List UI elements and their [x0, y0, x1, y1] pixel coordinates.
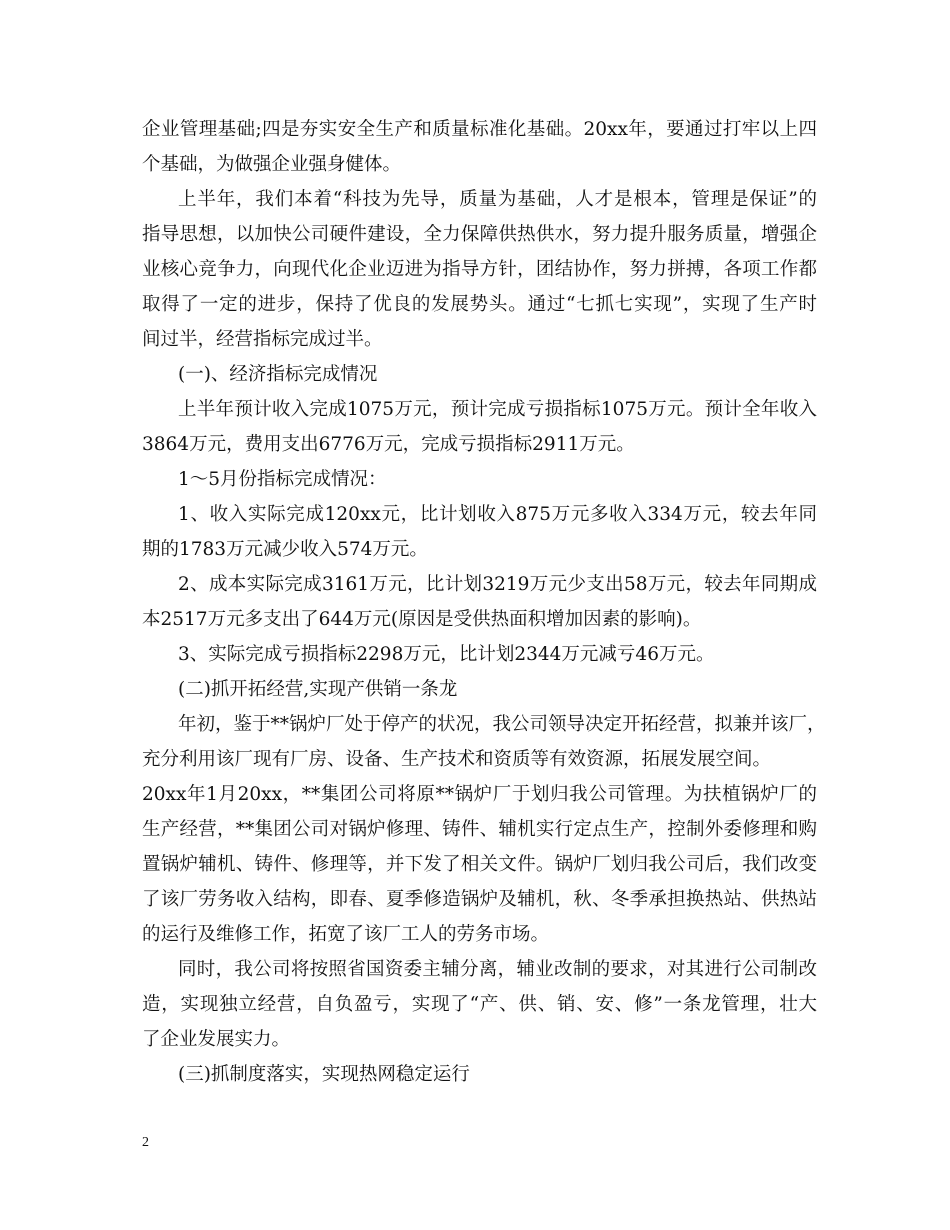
text-line: 充分利用该厂现有厂房、设备、生产技术和资质等有效资源，拓展发展空间。	[142, 749, 772, 770]
text-line: 本2517万元多支出了644万元(原因是受供热面积增加因素的影响)。	[142, 609, 702, 630]
paragraph-first-line: 上半年，我们本着“科技为先导，质量为基础，人才是根本，管理是保证”的	[178, 189, 817, 210]
text-line: 了该厂劳务收入结构，即春、夏季修造锅炉及辅机，秋、冬季承担换热站、供热站	[142, 889, 817, 910]
text-line: 间过半，经营指标完成过半。	[142, 329, 383, 350]
section-heading: (三)抓制度落实，实现热网稳定运行	[178, 1064, 470, 1085]
paragraph-first-line: 上半年预计收入完成1075万元，预计完成亏损指标1075万元。预计全年收入	[178, 399, 817, 420]
page-number: 2	[142, 1135, 149, 1150]
paragraph-first-line: 年初，鉴于**锅炉厂处于停产的状况，我公司领导决定开拓经营，拟兼并该厂，	[178, 714, 826, 735]
list-item: 1、收入实际完成120xx元，比计划收入875万元多收入334万元，较去年同	[178, 504, 817, 525]
text-line: 企业管理基础;四是夯实安全生产和质量标准化基础。20xx年，要通过打牢以上四	[142, 119, 817, 140]
section-heading: (一)、经济指标完成情况	[178, 364, 378, 385]
text-line: 业核心竞争力，向现代化企业迈进为指导方针，团结协作，努力拼搏，各项工作都	[142, 259, 817, 280]
text-line: 个基础，为做强企业强身健体。	[142, 154, 402, 175]
list-heading: 1～5月份指标完成情况：	[178, 469, 387, 490]
text-line: 了企业发展实力。	[142, 1029, 291, 1050]
text-line: 3864万元，费用支出6776万元，完成亏损指标2911万元。	[142, 434, 635, 455]
list-item: 2、成本实际完成3161万元，比计划3219万元少支出58万元，较去年同期成	[178, 574, 817, 595]
text-line: 20xx年1月20xx，**集团公司将原**锅炉厂于划归我公司管理。为扶植锅炉厂的	[142, 784, 817, 805]
text-line: 期的1783万元减少收入574万元。	[142, 539, 428, 560]
text-line: 指导思想，以加快公司硬件建设，全力保障供热供水，努力提升服务质量，增强企	[142, 224, 817, 245]
text-line: 生产经营，**集团公司对锅炉修理、铸件、辅机实行定点生产，控制外委修理和购	[142, 819, 817, 840]
section-heading: (二)抓开拓经营,实现产供销一条龙	[178, 679, 458, 700]
text-line: 造，实现独立经营，自负盈亏，实现了“产、供、销、安、修”一条龙管理，壮大	[142, 994, 817, 1015]
text-line: 取得了一定的进步，保持了优良的发展势头。通过“七抓七实现”，实现了生产时	[142, 294, 817, 315]
paragraph-first-line: 同时，我公司将按照省国资委主辅分离，辅业改制的要求，对其进行公司制改	[178, 959, 817, 980]
list-item: 3、实际完成亏损指标2298万元，比计划2344万元减亏46万元。	[178, 644, 715, 665]
text-line: 的运行及维修工作，拓宽了该厂工人的劳务市场。	[142, 924, 550, 945]
text-line: 置锅炉辅机、铸件、修理等，并下发了相关文件。锅炉厂划归我公司后，我们改变	[142, 854, 817, 875]
